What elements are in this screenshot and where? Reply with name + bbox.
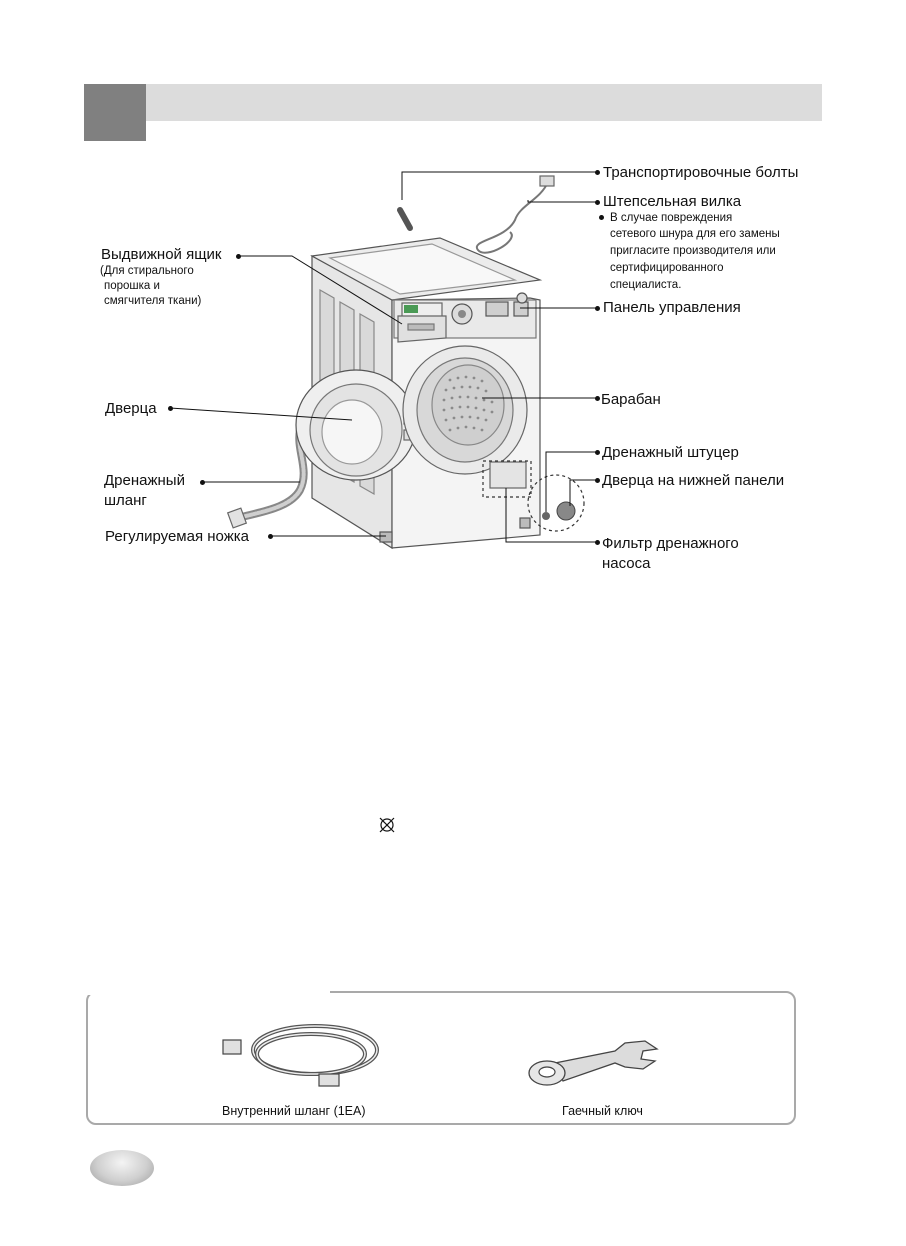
power-plug-note-line: пригласите производителя или (610, 245, 776, 257)
label-dot (595, 170, 600, 175)
label-dot (168, 406, 173, 411)
label-dot (595, 450, 600, 455)
label-drain-hose: Дренажный (104, 472, 185, 489)
label-drum: Барабан (601, 391, 661, 408)
lower-panel-door-detail (557, 502, 575, 520)
drawer-note-line: (Для стирального (100, 265, 194, 277)
label-dot (595, 306, 600, 311)
label-adjustable-foot: Регулируемая ножка (105, 528, 249, 545)
accessory-label-spanner: Гаечный ключ (562, 1104, 643, 1118)
label-dot (236, 254, 241, 259)
label-drain-hose-line2: шланг (104, 492, 147, 509)
bullet-icon (599, 215, 604, 220)
label-dot (200, 480, 205, 485)
drawer-note-line: порошка и (104, 280, 160, 292)
drawer-note-line: смягчителя ткани) (104, 295, 202, 307)
power-plug-note-line: В случае повреждения (610, 212, 733, 224)
spanner-illustration (525, 1035, 665, 1095)
label-dot (595, 540, 600, 545)
label-door: Дверца (105, 400, 157, 417)
drain-nipple-detail (542, 512, 550, 520)
label-control-panel: Панель управления (603, 299, 741, 316)
power-plug-note-line: сертифицированного (610, 262, 724, 274)
power-plug-note-line: специалиста. (610, 279, 682, 291)
label-drawer: Выдвижной ящик (101, 246, 222, 263)
accessories-box-title-gap (84, 985, 330, 995)
label-dot (595, 396, 600, 401)
page-number-badge (90, 1150, 154, 1186)
label-dot (268, 534, 273, 539)
label-dot (595, 478, 600, 483)
label-power-plug: Штепсельная вилка (603, 193, 742, 210)
label-dot (595, 200, 600, 205)
do-not-dry-clean-icon (378, 816, 396, 834)
washing-machine-illustration (228, 176, 554, 548)
label-drain-pump-filter-line2: насоса (602, 555, 651, 572)
accessories-box (86, 991, 796, 1125)
inlet-hose-illustration (215, 1010, 385, 1100)
label-drain-pump-filter: Фильтр дренажного (602, 535, 739, 552)
label-lower-panel-door: Дверца на нижней панели (602, 472, 785, 489)
accessory-label-inlet-hose: Внутренний шланг (1EA) (222, 1104, 366, 1118)
power-plug-note-line: сетевого шнура для его замены (610, 228, 780, 240)
label-drain-nipple: Дренажный штуцер (602, 444, 739, 461)
label-transport-bolts: Транспортировочные болты (603, 164, 799, 181)
